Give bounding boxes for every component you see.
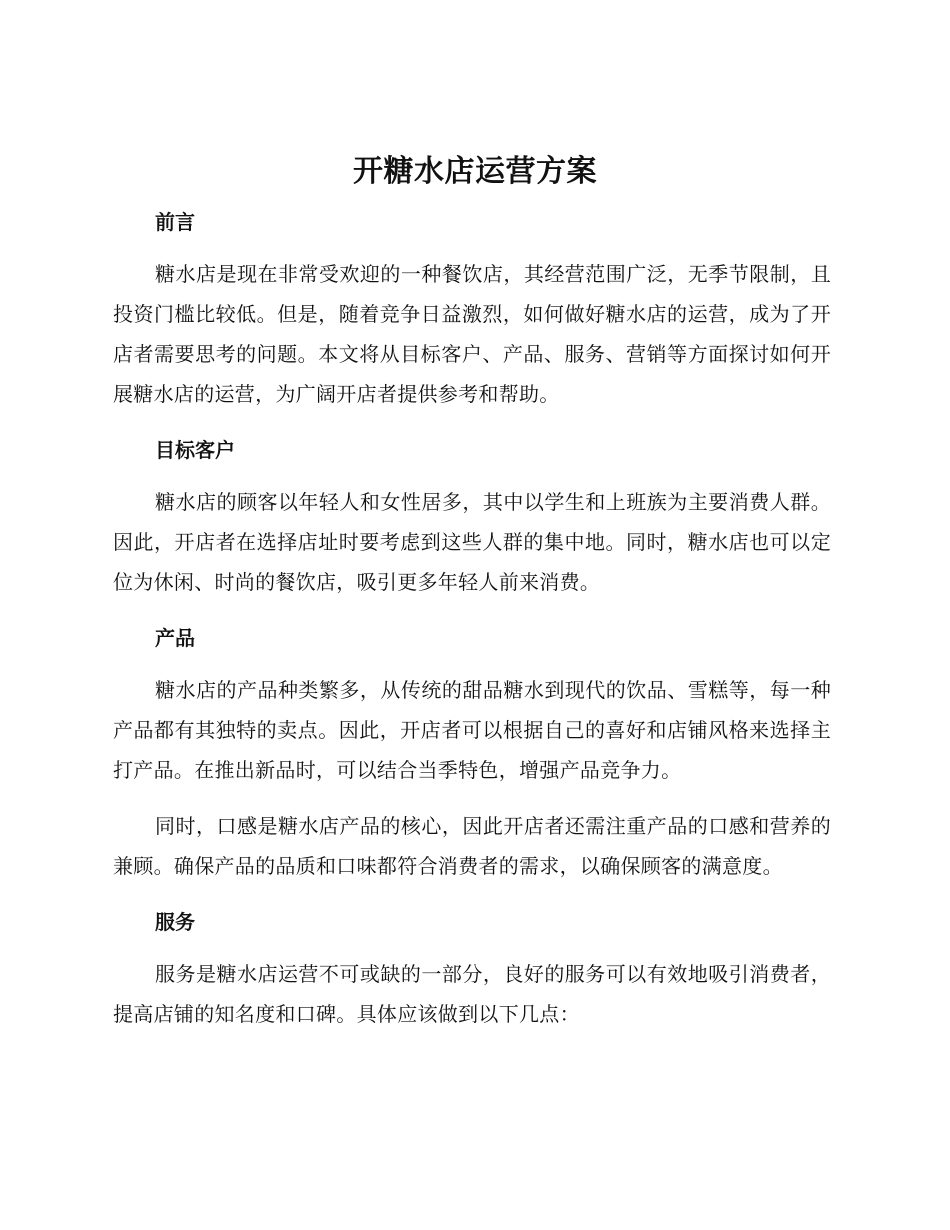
section-target-customers xyxy=(113,430,831,602)
document-title: 开糖水店运营方案 xyxy=(353,154,597,189)
paragraph: 服务是糖水店运营不可或缺的一部分，良好的服务可以有效地吸引消费者，提高店铺的知名度和口碑。具体应该做到以下几点： xyxy=(113,962,831,1026)
paragraph: 糖水店的产品种类繁多，从传统的甜品糖水到现代的饮品、雪糕等，每一种产品都有其独特的卖点。因此，开店者可以根据自己的喜好和店铺风格来选择主打产品。在推出新品时，可以结合当季特色，增强产品竞争力。 xyxy=(113,678,831,782)
section-products xyxy=(113,618,831,886)
document-body xyxy=(113,202,831,1050)
section-heading: 产品 xyxy=(155,626,195,650)
section-heading: 服务 xyxy=(155,910,195,934)
paragraph: 糖水店的顾客以年轻人和女性居多，其中以学生和上班族为主要消费人群。因此，开店者在选择店址时要考虑到这些人群的集中地。同时，糖水店也可以定位为休闲、时尚的餐饮店，吸引更多年轻人前来消费。 xyxy=(113,490,831,594)
section-heading: 前言 xyxy=(155,210,195,234)
section-preface xyxy=(113,202,831,414)
section-heading: 目标客户 xyxy=(155,438,235,462)
paragraph: 同时，口感是糖水店产品的核心，因此开店者还需注重产品的口感和营养的兼顾。确保产品的品质和口味都符合消费者的需求，以确保顾客的满意度。 xyxy=(113,814,831,878)
section-service xyxy=(113,902,831,1034)
paragraph: 糖水店是现在非常受欢迎的一种餐饮店，其经营范围广泛，无季节限制，且投资门槛比较低。但是，随着竞争日益激烈，如何做好糖水店的运营，成为了开店者需要思考的问题。本文将从目标客户、产品、服务、营销等方面探讨如何开展糖水店的运营，为广阔开店者提供参考和帮助。 xyxy=(113,262,831,406)
